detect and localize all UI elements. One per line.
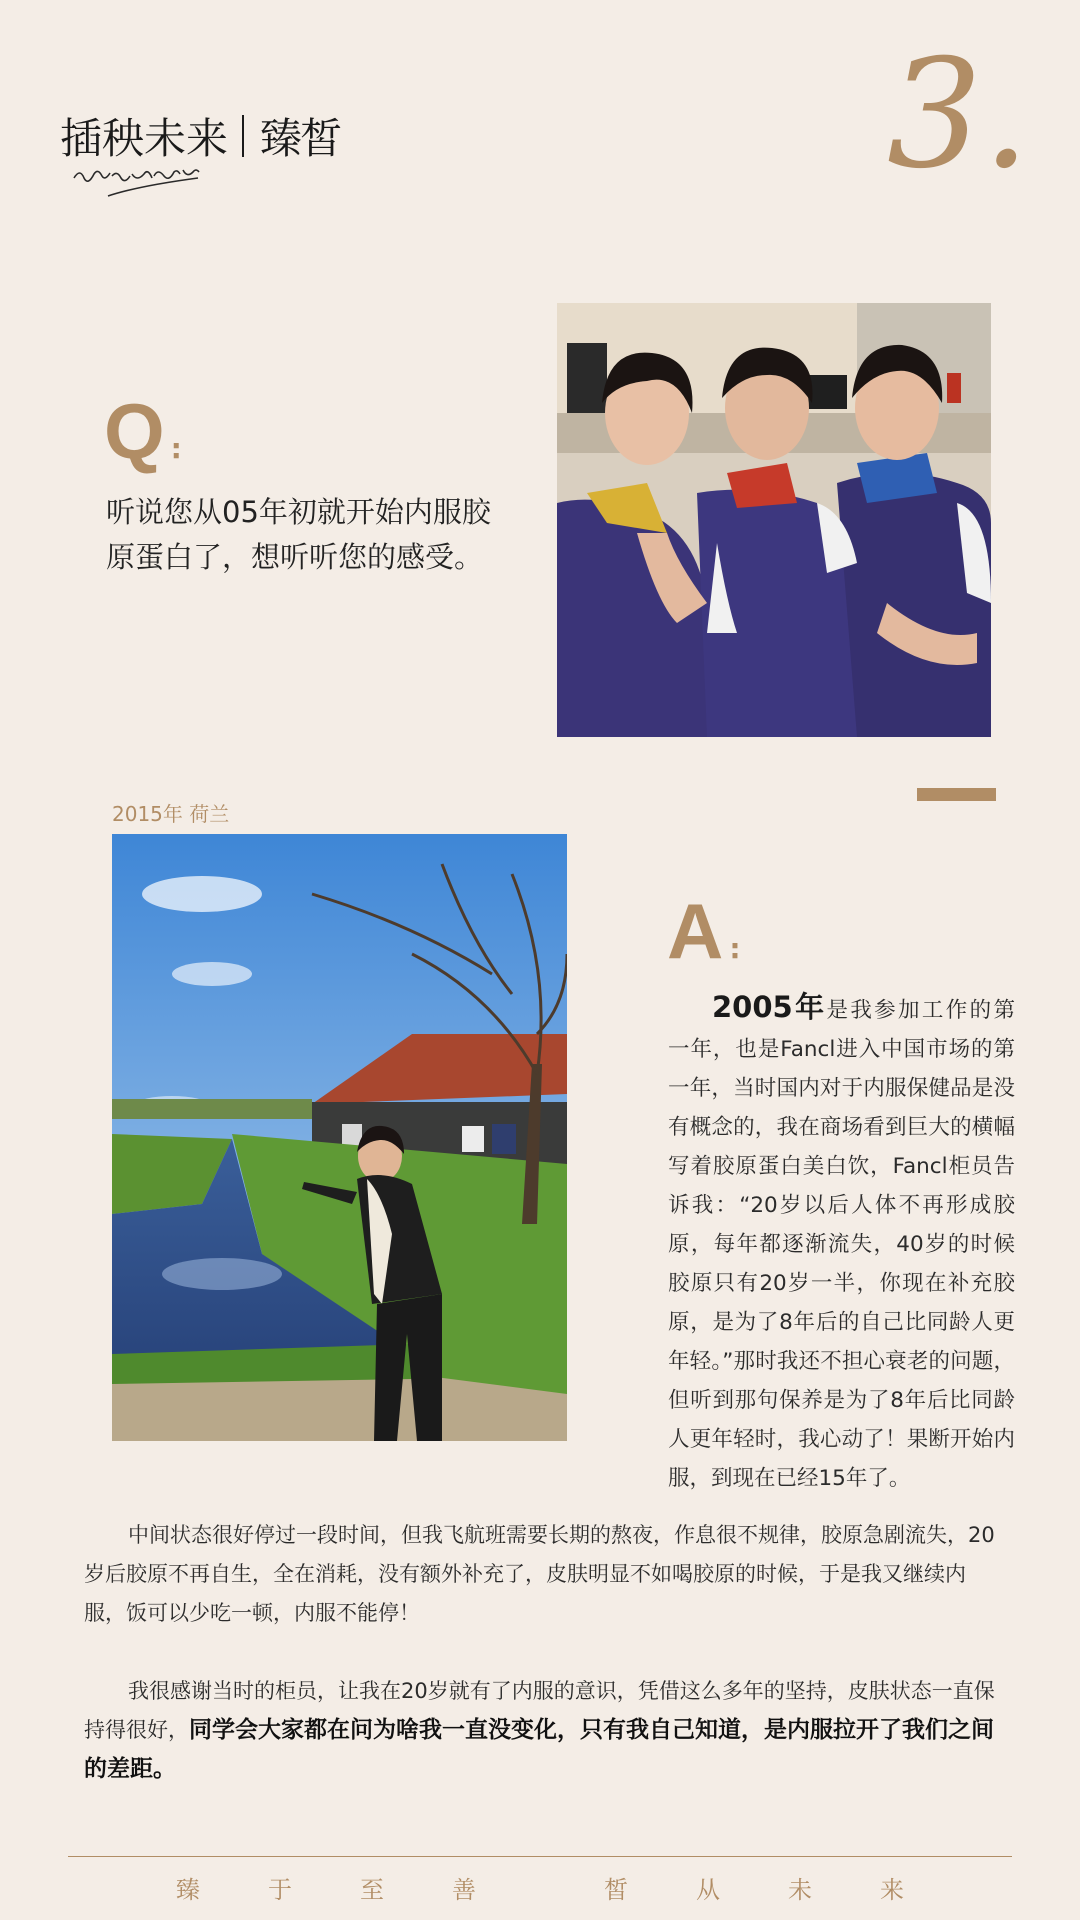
answer-text xyxy=(668,988,1015,1498)
footer-divider xyxy=(68,1856,1012,1857)
footer-slogan xyxy=(68,1870,1012,1905)
footer-slogan-left xyxy=(142,1870,510,1905)
logo-sub-text: 臻皙 xyxy=(260,114,341,163)
answer-year: 2005年 xyxy=(712,990,827,1024)
answer-colon: : xyxy=(729,932,741,965)
question-text: 听说您从05年初就开始内服胶原蛋白了，想听听您的感受。 xyxy=(106,495,491,574)
footer-char: 善 xyxy=(452,1876,476,1904)
footer-char: 臻 xyxy=(176,1876,200,1904)
footer-char: 皙 xyxy=(604,1876,628,1904)
footer-slogan-right xyxy=(570,1870,938,1905)
flight-attendants-photo xyxy=(557,303,991,737)
logo-divider xyxy=(242,115,244,157)
brand-logo xyxy=(60,106,360,202)
netherlands-photo xyxy=(112,834,567,1441)
answer-body: 是我参加工作的第一年，也是Fancl进入中国市场的第一年，当时国内对于内服保健品是没有概念的，我在商场看到巨大的横幅写着胶原蛋白美白饮，Fancl柜员告诉我：“20岁以后人体不再形成胶原，每年都逐渐流失，40岁的时候胶原只有20岁一半，你现在补充胶原，是为了8年后的自己比同龄人更年轻。”那时我还不担心衰老的问题，但听到那句保养是为了8年后比同龄人更年轻时，我心动了！果断开始内服，到现在已经15年了。 xyxy=(668,998,1015,1491)
accent-bar xyxy=(917,788,996,801)
page-number: 3. xyxy=(886,28,1030,202)
logo-brand-text: 插秧未来 xyxy=(60,114,229,163)
answer-letter: A xyxy=(667,887,724,975)
logo-signature-icon xyxy=(68,156,218,202)
footer-char: 来 xyxy=(880,1876,904,1904)
photo-caption: 2015年 荷兰 xyxy=(112,802,230,826)
paragraph-2-normal: 我很感谢当时的柜员，让我在20岁就有了内服的意识，凭借这么多年的坚持，皮肤状态一直保持得很好， xyxy=(84,1679,995,1742)
question-label xyxy=(104,387,182,475)
footer-char: 至 xyxy=(360,1876,384,1904)
flight-attendants-image xyxy=(557,303,991,737)
question-letter: Q xyxy=(104,387,165,475)
netherlands-image xyxy=(112,834,567,1441)
answer-label xyxy=(667,887,741,975)
footer-char: 未 xyxy=(788,1876,812,1904)
paragraph-2-bold: 同学会大家都在问为啥我一直没变化，只有我自己知道，是内服拉开了我们之间的差距。 xyxy=(84,1717,994,1782)
footer-char: 于 xyxy=(268,1876,292,1904)
paragraph-1: 中间状态很好停过一段时间，但我飞航班需要长期的熬夜，作息很不规律，胶原急剧流失，20岁后胶原不再自生，全在消耗，没有额外补充了，皮肤明显不如喝胶原的时候，于是我又继续内服，饭可以少吃一顿，内服不能停！ xyxy=(84,1523,995,1625)
question-colon: : xyxy=(170,432,182,465)
paragraph-2 xyxy=(84,1672,1000,1789)
footer-char: 从 xyxy=(696,1876,720,1904)
